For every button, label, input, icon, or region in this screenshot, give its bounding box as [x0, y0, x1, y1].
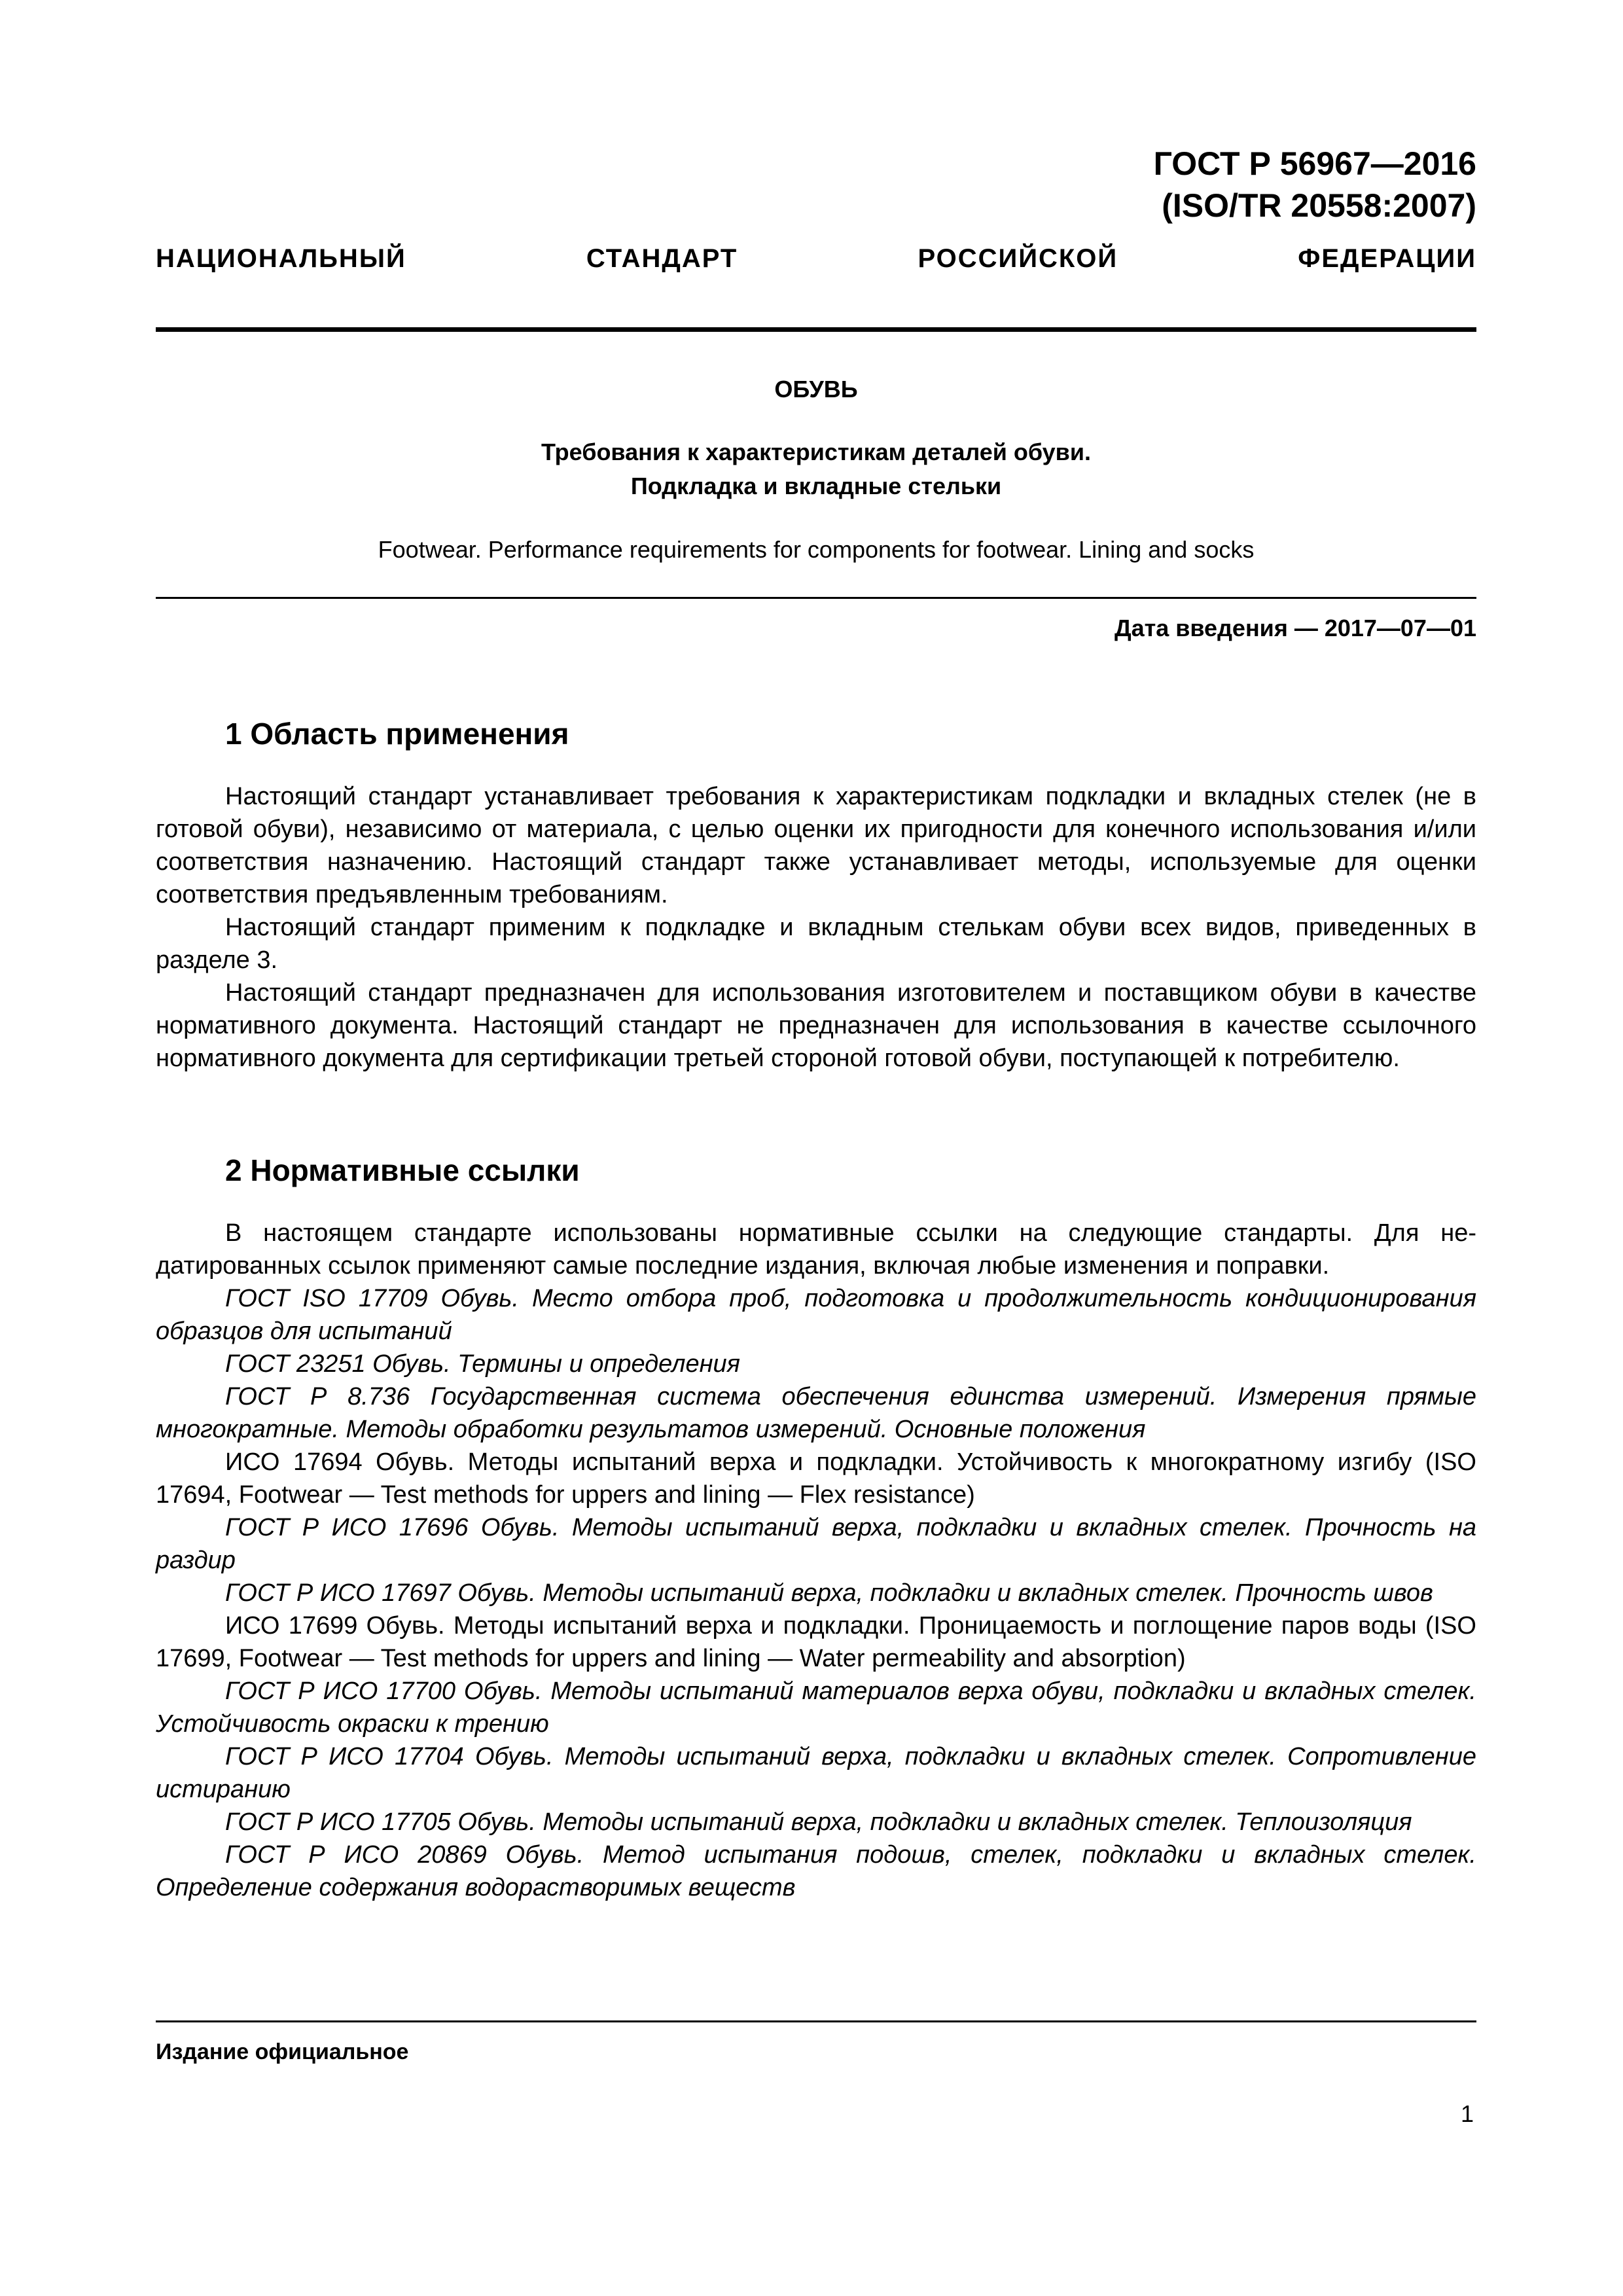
reference-item: ГОСТ Р ИСО 17696 Обувь. Методы испытаний верха, подкладки и вкладных стелек. Прочность на раздир	[156, 1514, 1476, 1574]
paragraph: Настоящий стандарт устанавливает требования к характеристикам подкладки и вкладных стелек (не в готовой обуви), независимо от материала, с целью оценки их пригодности для конечного использования и/или соответствия назначению. Настоящий стандарт также устанавливает методы, используемые для оценки соответствия предъявленным требованиям.	[156, 783, 1476, 908]
reference-item: ГОСТ 23251 Обувь. Термины и определения	[225, 1350, 740, 1378]
reference-item: ГОСТ Р ИСО 17700 Обувь. Методы испытаний материалов верха обуви, подкладки и вкладных стелек. Устойчивость окраски к трению	[156, 1677, 1476, 1738]
reference-item: ИСО 17699 Обувь. Методы испытаний верха и подкладки. Проницаемость и поглощение паров воды (ISO 17699, Footwear — Test methods for uppers and lining — Water permeability and absorption)	[156, 1612, 1476, 1672]
page-number: 1	[1460, 2100, 1474, 2127]
introduction-date: Дата введения — 2017—07—01	[1114, 615, 1476, 641]
title-divider	[156, 597, 1476, 599]
section-scope	[156, 713, 1476, 1075]
reference-item: ИСО 17694 Обувь. Методы испытаний верха и подкладки. Устойчивость к многократному изгибу (ISO 17694, Footwear — Test methods for uppers and lining — Flex resistance)	[156, 1448, 1476, 1509]
official-edition-label: Издание официальное	[156, 2039, 409, 2064]
section-heading: 2 Нормативные ссылки	[225, 1153, 580, 1187]
reference-item: ГОСТ Р ИСО 17704 Обувь. Методы испытаний верха, подкладки и вкладных стелек. Сопротивление истиранию	[156, 1743, 1476, 1803]
section-heading: 1 Область применения	[225, 717, 569, 751]
document-title: ОБУВЬ	[774, 376, 858, 403]
reference-item: ГОСТ Р ИСО 20869 Обувь. Метод испытания подошв, стелек, подкладки и вкладных стелек. Определение содержания водорастворимых веществ	[156, 1841, 1476, 1901]
subtitle-line-1: Требования к характеристикам деталей обуви.	[541, 439, 1091, 465]
national-standard-heading: НАЦИОНАЛЬНЫЙ СТАНДАРТ РОССИЙСКОЙ ФЕДЕРАЦИИ	[156, 244, 1476, 273]
paragraph: Настоящий стандарт применим к подкладке и вкладным стелькам обуви всех видов, приведенных в разделе 3.	[156, 914, 1476, 974]
subtitle-line-2: Подкладка и вкладные стельки	[630, 473, 1002, 499]
paragraph: Настоящий стандарт предназначен для использования изготовителем и поставщиком обуви в качестве нормативного документа. Настоящий стандарт не предназначен для использования в качестве ссылочного нормативного документа для сертификации третьей стороной готовой обуви, поступающей к потребителю.	[156, 979, 1476, 1072]
section-body	[156, 780, 1476, 1075]
reference-item: ГОСТ Р 8.736 Государственная система обеспечения единства измерений. Измерения прямые многократные. Методы обработки результатов измерений. Основные положения	[156, 1383, 1476, 1443]
english-title: Footwear. Performance requirements for components for footwear. Lining and socks	[378, 536, 1255, 563]
section-references	[156, 1150, 1476, 1904]
iso-code: (ISO/TR 20558:2007)	[1162, 187, 1476, 224]
standard-code-block	[1154, 143, 1476, 226]
reference-item: ГОСТ ISO 17709 Обувь. Место отбора проб, подготовка и продолжительность кондиционирования образцов для испытаний	[156, 1285, 1476, 1345]
header-divider	[156, 327, 1476, 332]
section-body	[156, 1217, 1476, 1904]
paragraph: В настоящем стандарте использованы нормативные ссылки на следующие стандарты. Для недатированных ссылок применяют самые последние издания, включая любые изменения и поправки.	[156, 1219, 1476, 1280]
reference-item: ГОСТ Р ИСО 17697 Обувь. Методы испытаний верха, подкладки и вкладных стелек. Прочность швов	[225, 1579, 1433, 1607]
standard-code: ГОСТ Р 56967—2016	[1153, 145, 1476, 182]
document-subtitle	[156, 435, 1476, 503]
footer-divider	[156, 2020, 1476, 2022]
reference-item: ГОСТ Р ИСО 17705 Обувь. Методы испытаний верха, подкладки и вкладных стелек. Теплоизоляция	[225, 1808, 1412, 1836]
